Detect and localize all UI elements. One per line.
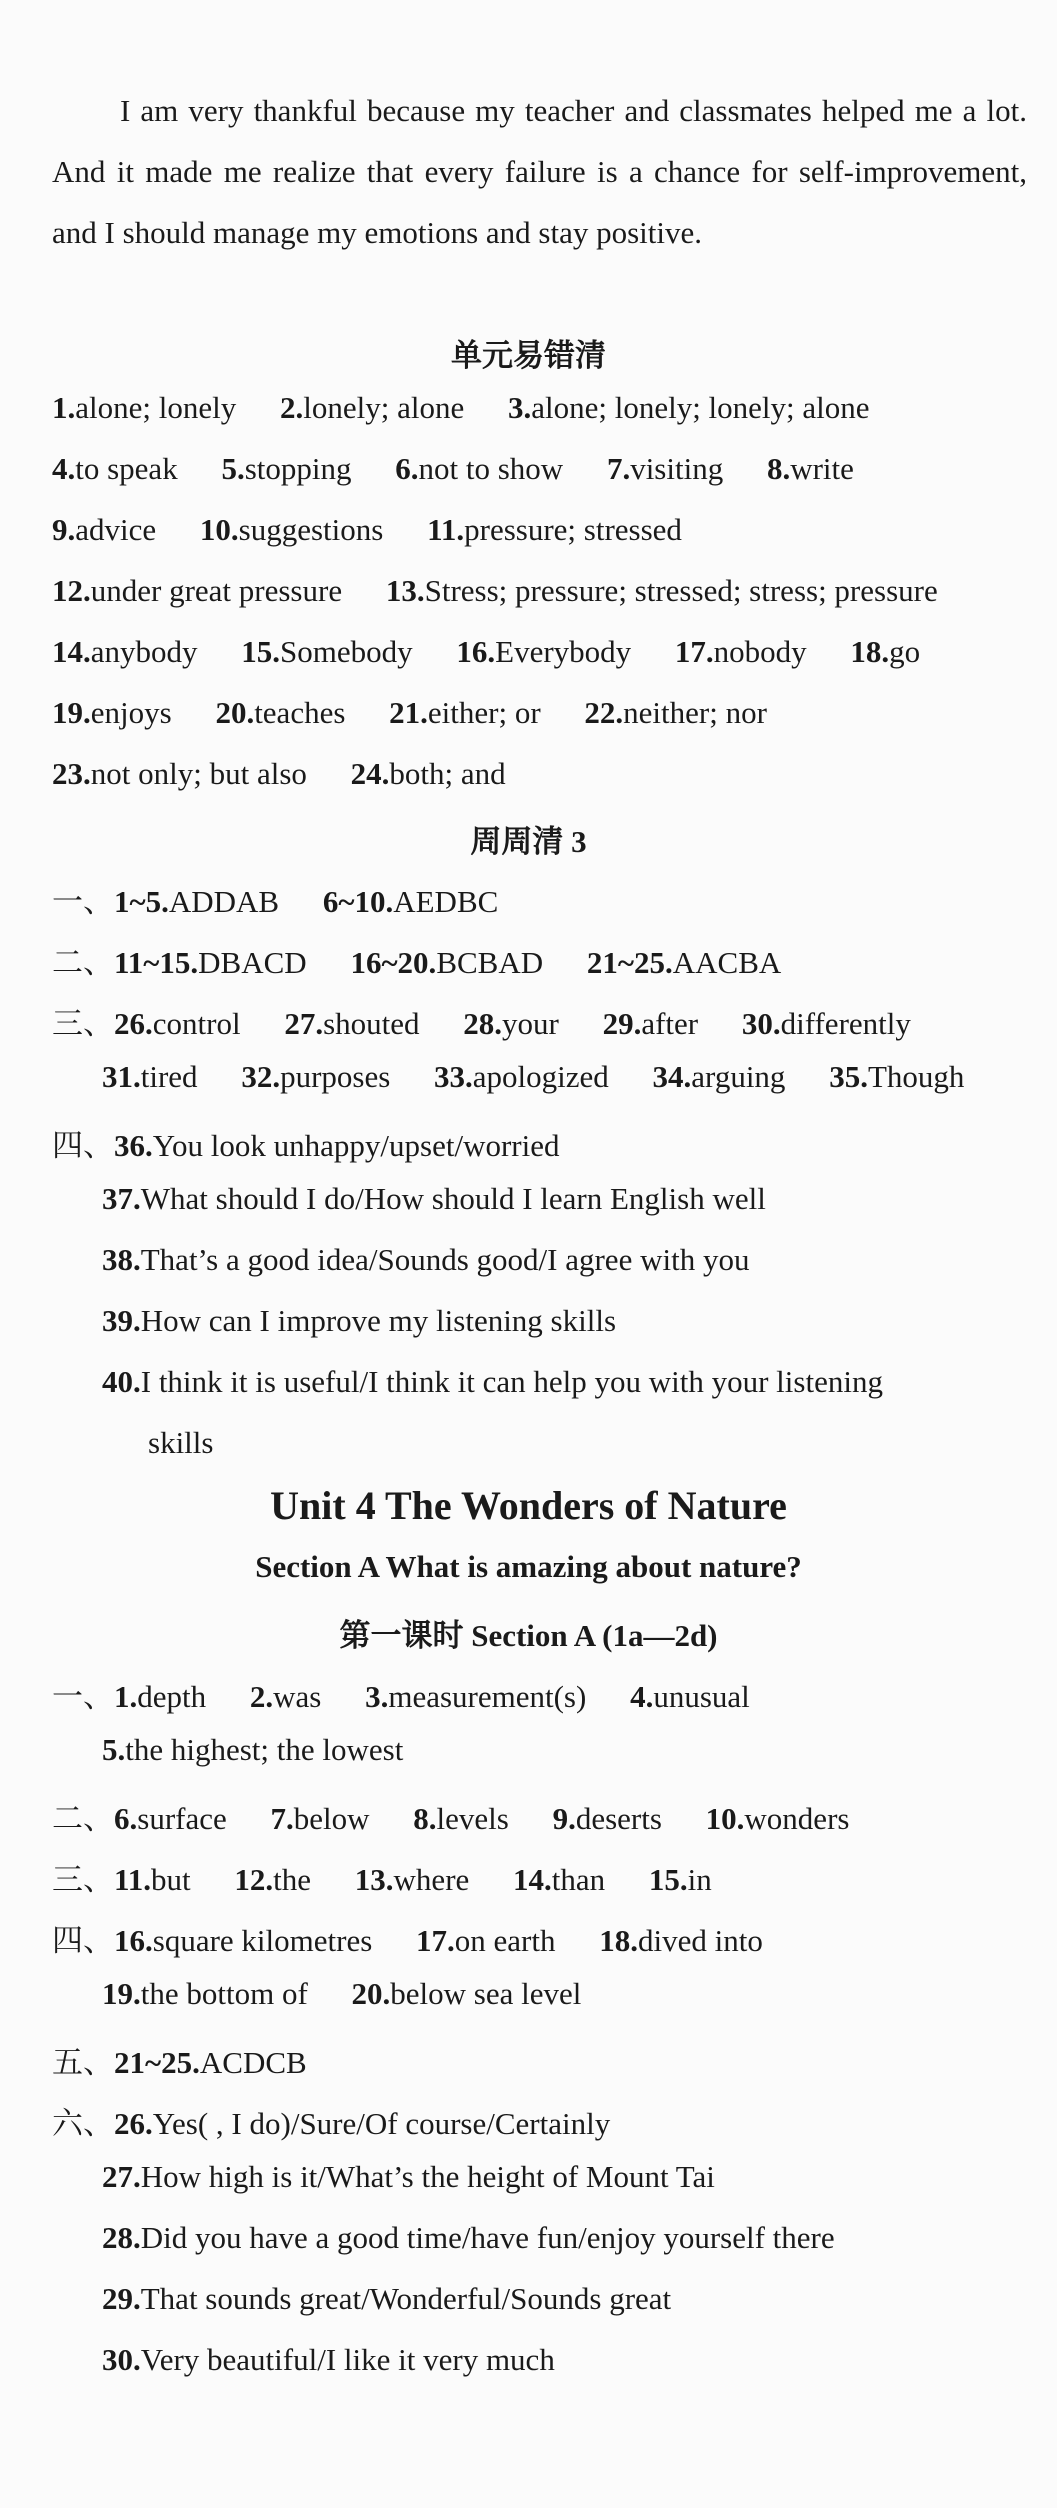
answer-item: 5.stopping	[221, 451, 352, 486]
answer-item: 15.Somebody	[241, 634, 413, 669]
answer-item: 6~10.AEDBC	[322, 884, 499, 919]
answer-item: 19.the bottom of	[102, 1976, 308, 2011]
answer-item: 10.wonders	[705, 1801, 850, 1836]
answer-row	[52, 1915, 1042, 1960]
answer-row	[52, 1793, 1042, 1838]
answer-row	[52, 1671, 1042, 1716]
answer-item: 11~15.DBACD	[114, 945, 307, 980]
answer-item: 9.deserts	[552, 1801, 662, 1836]
part-label: 一、	[52, 884, 114, 919]
answer-item: 11.pressure; stressed	[427, 512, 682, 547]
answer-row	[52, 937, 1042, 982]
part-label: 三、	[52, 1862, 114, 1897]
answer-row: 40.I think it is useful/I think it can help you with your listening	[102, 1364, 883, 1399]
answer-item: 12.the	[234, 1862, 312, 1897]
answer-item: 27.shouted	[284, 1006, 420, 1041]
answer-row: 38.That’s a good idea/Sounds good/I agree with you	[102, 1242, 750, 1277]
answer-item: 6.surface	[114, 1801, 227, 1836]
answer-row: 29.That sounds great/Wonderful/Sounds great	[102, 2281, 672, 2316]
answer-item: 35.Though	[829, 1059, 965, 1094]
answer-item: 14.than	[513, 1862, 606, 1897]
answer-item: 21~25.AACBA	[586, 945, 782, 980]
lesson-title: 第一课时 Section A (1a—2d)	[339, 1618, 718, 1653]
answer-item: 12.under great pressure	[52, 573, 343, 608]
answer-item: 17.nobody	[674, 634, 807, 669]
answer-row: 四、36.You look unhappy/upset/worried	[52, 1128, 560, 1163]
answer-item: 2.lonely; alone	[279, 390, 465, 425]
answer-item: 32.purposes	[241, 1059, 391, 1094]
answer-item: 34.arguing	[652, 1059, 786, 1094]
answer-item: 28.your	[463, 1006, 559, 1041]
answer-item: 26.control	[114, 1006, 241, 1041]
answer-row: 五、21~25.ACDCB	[52, 2045, 307, 2080]
answer-item: 3.measurement(s)	[365, 1679, 587, 1714]
answer-item: 8.write	[766, 451, 854, 486]
part-label: 三、	[52, 1006, 114, 1041]
answer-item: 1.alone; lonely	[52, 390, 237, 425]
answer-row: 28.Did you have a good time/have fun/enjoy yourself there	[102, 2220, 835, 2255]
answer-item: 10.suggestions	[199, 512, 384, 547]
answer-item: 7.below	[270, 1801, 370, 1836]
answer-row	[52, 756, 1042, 792]
heading-weekly-quiz: 周周清 3	[470, 824, 587, 859]
answer-row: skills	[148, 1425, 214, 1460]
answer-item: 4.unusual	[630, 1679, 750, 1714]
answer-item: 20.below sea level	[351, 1976, 582, 2011]
part-label: 六、	[52, 2106, 114, 2141]
answer-row	[52, 695, 1042, 731]
part-label: 二、	[52, 945, 114, 980]
answer-item: 31.tired	[102, 1059, 198, 1094]
answer-item: 3.alone; lonely; lonely; alone	[507, 390, 870, 425]
answer-item: 18.go	[850, 634, 921, 669]
answer-item: 15.in	[648, 1862, 712, 1897]
answer-item: 20.teaches	[215, 695, 346, 730]
part-label: 五、	[52, 2045, 114, 2080]
answer-row	[52, 512, 1042, 548]
answer-item: 33.apologized	[434, 1059, 609, 1094]
answer-item: 1~5.ADDAB	[114, 884, 280, 919]
answer-item: 16~20.BCBAD	[350, 945, 544, 980]
answer-item: 13.Stress; pressure; stressed; stress; pressure	[385, 573, 938, 608]
unit-title: Unit 4 The Wonders of Nature	[270, 1483, 787, 1528]
answer-row	[52, 998, 1042, 1043]
answer-item: 23.not only; but also	[52, 756, 307, 791]
answer-item: 19.enjoys	[52, 695, 172, 730]
answer-row: 37.What should I do/How should I learn English well	[102, 1181, 766, 1216]
answer-item: 6.not to show	[395, 451, 564, 486]
answer-item: 14.anybody	[52, 634, 198, 669]
part-label: 四、	[52, 1923, 114, 1958]
answer-row	[52, 573, 1042, 609]
answer-item: 13.where	[354, 1862, 470, 1897]
answer-row: 30.Very beautiful/I like it very much	[102, 2342, 555, 2377]
answer-item: 18.dived into	[599, 1923, 763, 1958]
answer-item: 24.both; and	[350, 756, 506, 791]
answer-row: 39.How can I improve my listening skills	[102, 1303, 617, 1338]
answer-row: 六、26.Yes( , I do)/Sure/Of course/Certainly	[52, 2106, 611, 2141]
answer-row	[52, 634, 1042, 670]
part-label: 一、	[52, 1679, 114, 1714]
answer-item: 9.advice	[52, 512, 157, 547]
answer-item: 4.to speak	[52, 451, 178, 486]
intro-paragraph: I am very thankful because my teacher and classmates helped me a lot. And it made me realize that every failure is a chance for self-improvement, and I should manage my emotions and stay positive.	[52, 93, 1027, 250]
answer-item: 17.on earth	[416, 1923, 556, 1958]
answer-item: 30.differently	[741, 1006, 911, 1041]
answer-item: 7.visiting	[606, 451, 724, 486]
answer-item: 16.square kilometres	[114, 1923, 373, 1958]
part-label: 四、	[52, 1128, 114, 1163]
answer-item: 2.was	[249, 1679, 322, 1714]
answer-row	[102, 1976, 1057, 2012]
part-label: 二、	[52, 1801, 114, 1836]
answer-row	[52, 1854, 1042, 1899]
answer-item: 16.Everybody	[456, 634, 632, 669]
answer-row	[102, 1059, 1057, 1095]
answer-item: 29.after	[602, 1006, 699, 1041]
heading-unit-errors: 单元易错清	[451, 338, 606, 373]
answer-item: 8.levels	[413, 1801, 509, 1836]
answer-row	[52, 876, 1042, 921]
answer-item: 1.depth	[114, 1679, 207, 1714]
answer-row: 5.the highest; the lowest	[102, 1732, 404, 1767]
section-title: Section A What is amazing about nature?	[255, 1549, 802, 1584]
answer-item: 11.but	[114, 1862, 191, 1897]
answer-item: 21.either; or	[389, 695, 541, 730]
answer-item: 22.neither; nor	[584, 695, 767, 730]
answer-row: 27.How high is it/What’s the height of Mount Tai	[102, 2159, 715, 2194]
answer-row	[52, 451, 1042, 487]
answer-row	[52, 390, 1042, 426]
